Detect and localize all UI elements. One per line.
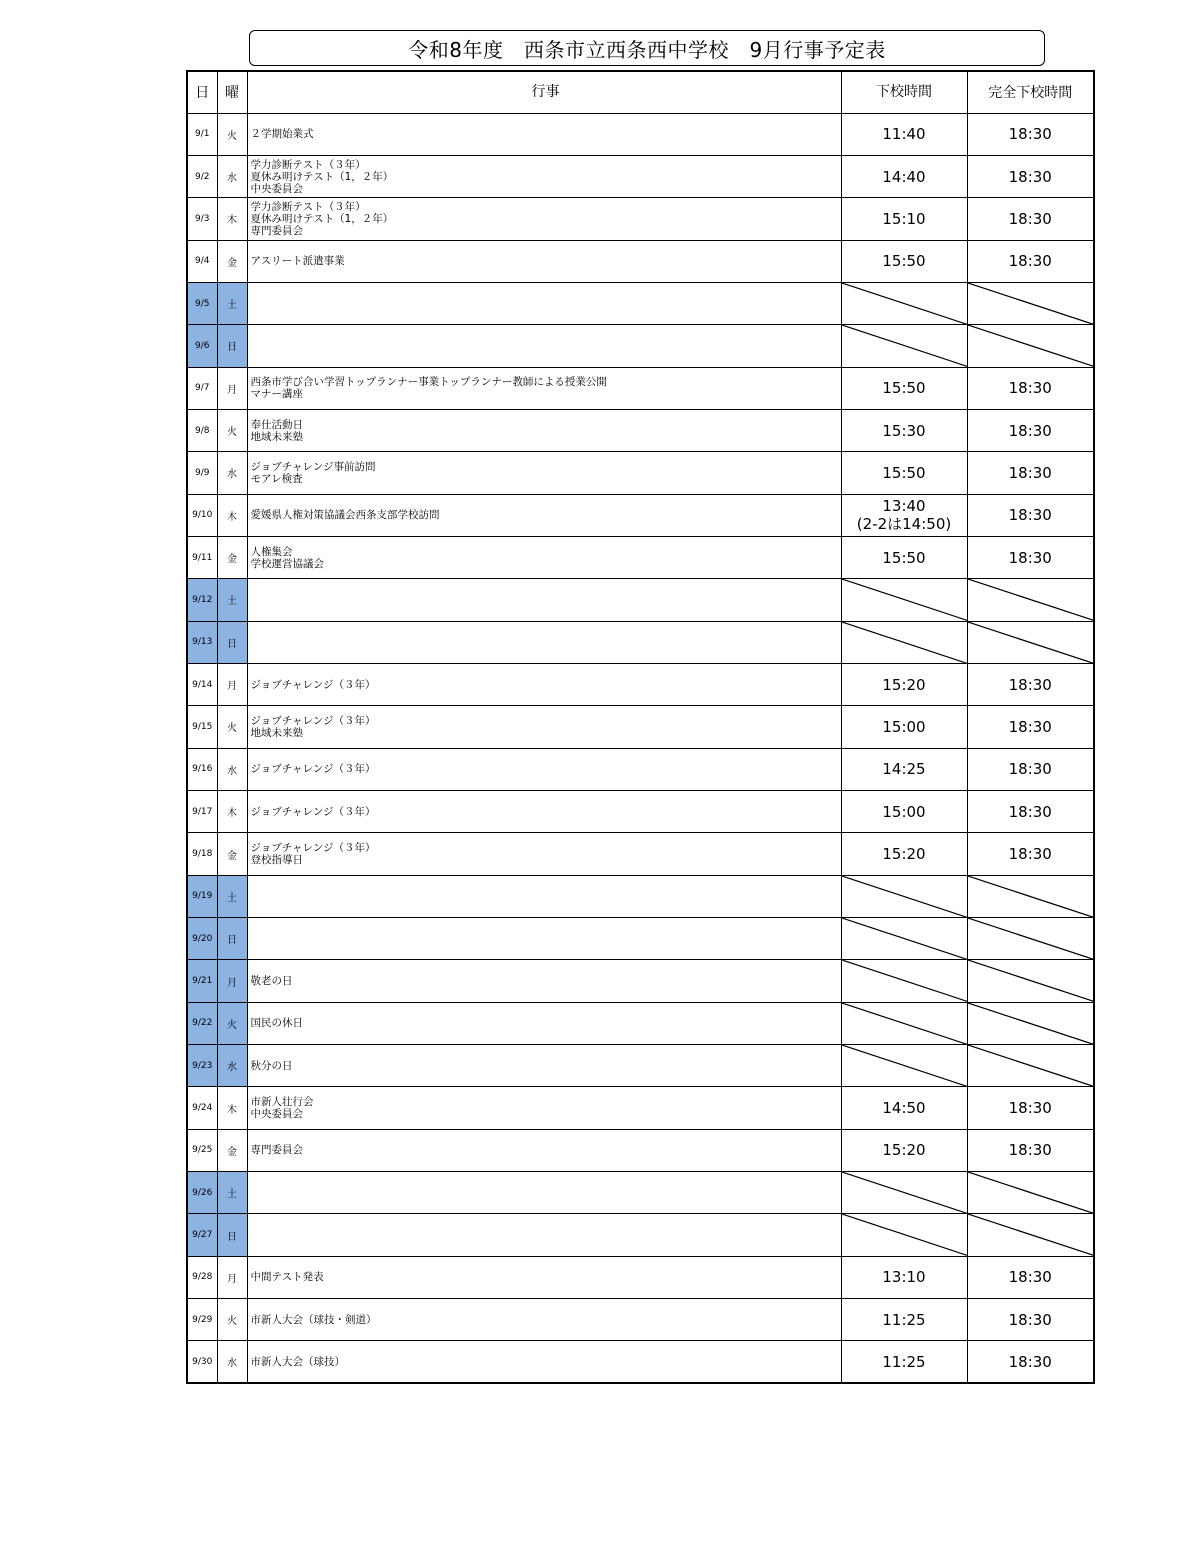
event-line: ジョブチャレンジ事前訪問 bbox=[250, 460, 376, 473]
dismissal-time: 15:50 bbox=[882, 379, 926, 398]
event-line: 学力診断テスト（３年） bbox=[250, 200, 366, 213]
dismissal-time: 15:00 bbox=[882, 802, 926, 821]
event-line: ジョブチャレンジ（３年） bbox=[250, 763, 376, 776]
cell-dismissal-time bbox=[841, 1087, 967, 1129]
slash-mark bbox=[968, 1003, 1094, 1044]
cell-full-dismissal-slashed bbox=[967, 579, 1094, 621]
dismissal-time: 15:10 bbox=[882, 209, 926, 228]
cell-event bbox=[247, 960, 841, 1002]
table-row bbox=[187, 579, 1094, 621]
cell-event bbox=[247, 579, 841, 621]
cell-dismissal-time bbox=[841, 409, 967, 451]
cell-day-of-week: 土 bbox=[217, 579, 247, 621]
event-line: 人権集会 bbox=[250, 545, 293, 558]
dismissal-time: 13:40 bbox=[882, 497, 926, 516]
cell-date: 9/21 bbox=[187, 960, 217, 1002]
cell-full-dismissal-time: 18:30 bbox=[967, 536, 1094, 578]
table-row bbox=[187, 325, 1094, 367]
cell-full-dismissal-time: 18:30 bbox=[967, 1087, 1094, 1129]
cell-dismissal-time bbox=[841, 155, 967, 197]
slash-mark bbox=[842, 283, 967, 324]
event-line: 登校指導日 bbox=[250, 854, 303, 867]
cell-day-of-week: 金 bbox=[217, 536, 247, 578]
table-row bbox=[187, 1299, 1094, 1341]
cell-event bbox=[247, 452, 841, 494]
slash-mark bbox=[842, 918, 967, 959]
cell-dismissal-time bbox=[841, 113, 967, 155]
cell-day-of-week: 木 bbox=[217, 1087, 247, 1129]
cell-event bbox=[247, 1002, 841, 1044]
header-day-of-week: 曜 bbox=[217, 71, 247, 113]
slash-mark bbox=[842, 960, 967, 1001]
dismissal-time: 15:20 bbox=[882, 675, 926, 694]
cell-day-of-week: 火 bbox=[217, 1002, 247, 1044]
cell-day-of-week: 火 bbox=[217, 706, 247, 748]
cell-full-dismissal-time: 18:30 bbox=[967, 706, 1094, 748]
event-line: 専門委員会 bbox=[250, 1144, 303, 1157]
cell-event bbox=[247, 1214, 841, 1256]
cell-dismissal-time bbox=[841, 240, 967, 282]
cell-date: 9/1 bbox=[187, 113, 217, 155]
slash-mark bbox=[842, 1214, 967, 1255]
event-line: 中間テスト発表 bbox=[250, 1271, 324, 1284]
table-row bbox=[187, 663, 1094, 705]
cell-day-of-week: 水 bbox=[217, 155, 247, 197]
dismissal-note: (2-2は14:50) bbox=[856, 515, 952, 534]
table-row bbox=[187, 706, 1094, 748]
table-row bbox=[187, 155, 1094, 197]
cell-full-dismissal-time: 18:30 bbox=[967, 1129, 1094, 1171]
event-line: 学力診断テスト（３年） bbox=[250, 158, 366, 171]
cell-date: 9/14 bbox=[187, 663, 217, 705]
event-line: ジョブチャレンジ（３年） bbox=[250, 714, 376, 727]
dismissal-time: 15:20 bbox=[882, 1141, 926, 1160]
cell-date: 9/18 bbox=[187, 833, 217, 875]
cell-full-dismissal-time: 18:30 bbox=[967, 494, 1094, 536]
event-line: 夏休み明けテスト（1，２年） bbox=[250, 212, 394, 225]
slash-mark bbox=[968, 579, 1094, 620]
slash-mark bbox=[842, 579, 967, 620]
cell-dismissal-time bbox=[841, 494, 967, 536]
table-row bbox=[187, 1214, 1094, 1256]
cell-dismissal-time bbox=[841, 452, 967, 494]
cell-date: 9/28 bbox=[187, 1256, 217, 1298]
cell-day-of-week: 水 bbox=[217, 1341, 247, 1383]
cell-day-of-week: 水 bbox=[217, 1045, 247, 1087]
slash-mark bbox=[968, 1172, 1094, 1213]
cell-full-dismissal-slashed bbox=[967, 621, 1094, 663]
event-line: 愛媛県人権対策協議会西条支部学校訪問 bbox=[250, 509, 440, 522]
slash-mark bbox=[968, 918, 1094, 959]
cell-full-dismissal-time: 18:30 bbox=[967, 748, 1094, 790]
cell-full-dismissal-time: 18:30 bbox=[967, 1341, 1094, 1383]
cell-event bbox=[247, 706, 841, 748]
cell-day-of-week: 土 bbox=[217, 875, 247, 917]
cell-event bbox=[247, 155, 841, 197]
slash-mark bbox=[968, 622, 1094, 663]
cell-full-dismissal-time: 18:30 bbox=[967, 155, 1094, 197]
dismissal-time: 14:40 bbox=[882, 167, 926, 186]
table-row bbox=[187, 748, 1094, 790]
table-row bbox=[187, 113, 1094, 155]
cell-full-dismissal-slashed bbox=[967, 1045, 1094, 1087]
event-line: ジョブチャレンジ（３年） bbox=[250, 842, 376, 855]
cell-day-of-week: 月 bbox=[217, 663, 247, 705]
table-row bbox=[187, 621, 1094, 663]
table-row bbox=[187, 1002, 1094, 1044]
cell-full-dismissal-slashed bbox=[967, 282, 1094, 324]
cell-day-of-week: 金 bbox=[217, 833, 247, 875]
cell-day-of-week: 日 bbox=[217, 325, 247, 367]
table-row bbox=[187, 960, 1094, 1002]
cell-event bbox=[247, 833, 841, 875]
cell-date: 9/5 bbox=[187, 282, 217, 324]
slash-mark bbox=[842, 1003, 967, 1044]
cell-dismissal-time bbox=[841, 367, 967, 409]
dismissal-time: 11:25 bbox=[882, 1310, 926, 1329]
slash-mark bbox=[968, 960, 1094, 1001]
cell-dismissal-time bbox=[841, 791, 967, 833]
table-row bbox=[187, 240, 1094, 282]
cell-date: 9/3 bbox=[187, 198, 217, 240]
event-line: 市新人壮行会 bbox=[250, 1096, 314, 1109]
schedule-table bbox=[186, 70, 1095, 1384]
cell-date: 9/23 bbox=[187, 1045, 217, 1087]
cell-full-dismissal-time: 18:30 bbox=[967, 1299, 1094, 1341]
dismissal-time: 15:00 bbox=[882, 717, 926, 736]
table-row bbox=[187, 494, 1094, 536]
cell-date: 9/7 bbox=[187, 367, 217, 409]
cell-event bbox=[247, 282, 841, 324]
slash-mark bbox=[842, 622, 967, 663]
cell-full-dismissal-time: 18:30 bbox=[967, 791, 1094, 833]
cell-full-dismissal-time: 18:30 bbox=[967, 452, 1094, 494]
cell-dismissal-time bbox=[841, 706, 967, 748]
cell-dismissal-slashed bbox=[841, 325, 967, 367]
cell-dismissal-time bbox=[841, 536, 967, 578]
event-line: マナー講座 bbox=[250, 388, 303, 401]
event-line: 奉仕活動日 bbox=[250, 418, 303, 431]
cell-dismissal-slashed bbox=[841, 282, 967, 324]
table-row bbox=[187, 1172, 1094, 1214]
cell-day-of-week: 水 bbox=[217, 748, 247, 790]
event-line: 国民の休日 bbox=[250, 1017, 303, 1030]
cell-full-dismissal-slashed bbox=[967, 1214, 1094, 1256]
event-line: 西条市学び合い学習トップランナー事業トップランナー教師による授業公開 bbox=[250, 376, 607, 389]
page-title: 令和8年度 西条市立西条西中学校 9月行事予定表 bbox=[249, 30, 1045, 66]
cell-date: 9/24 bbox=[187, 1087, 217, 1129]
table-row bbox=[187, 1341, 1094, 1383]
cell-date: 9/13 bbox=[187, 621, 217, 663]
cell-event bbox=[247, 791, 841, 833]
cell-full-dismissal-slashed bbox=[967, 918, 1094, 960]
slash-mark bbox=[968, 1045, 1094, 1086]
table-row bbox=[187, 918, 1094, 960]
cell-day-of-week: 金 bbox=[217, 1129, 247, 1171]
cell-event bbox=[247, 1087, 841, 1129]
cell-day-of-week: 月 bbox=[217, 1256, 247, 1298]
event-line: モアレ検査 bbox=[250, 472, 303, 485]
table-row bbox=[187, 1087, 1094, 1129]
cell-event bbox=[247, 918, 841, 960]
cell-full-dismissal-time: 18:30 bbox=[967, 113, 1094, 155]
cell-dismissal-time bbox=[841, 663, 967, 705]
cell-date: 9/22 bbox=[187, 1002, 217, 1044]
event-line: 市新人大会（球技・剣道） bbox=[250, 1313, 377, 1326]
cell-date: 9/4 bbox=[187, 240, 217, 282]
cell-event bbox=[247, 875, 841, 917]
cell-full-dismissal-time: 18:30 bbox=[967, 1256, 1094, 1298]
dismissal-time: 13:10 bbox=[882, 1268, 926, 1287]
cell-date: 9/27 bbox=[187, 1214, 217, 1256]
cell-day-of-week: 土 bbox=[217, 282, 247, 324]
event-line: ２学期始業式 bbox=[250, 128, 314, 141]
cell-day-of-week: 日 bbox=[217, 1214, 247, 1256]
slash-mark bbox=[968, 1214, 1094, 1255]
cell-dismissal-time bbox=[841, 1341, 967, 1383]
cell-full-dismissal-slashed bbox=[967, 1172, 1094, 1214]
dismissal-time: 14:25 bbox=[882, 760, 926, 779]
event-line: ジョブチャレンジ（３年） bbox=[250, 678, 376, 691]
cell-event bbox=[247, 1256, 841, 1298]
cell-date: 9/29 bbox=[187, 1299, 217, 1341]
cell-full-dismissal-time: 18:30 bbox=[967, 663, 1094, 705]
table-row bbox=[187, 409, 1094, 451]
dismissal-time: 15:50 bbox=[882, 252, 926, 271]
cell-full-dismissal-time: 18:30 bbox=[967, 833, 1094, 875]
event-line: アスリート派遣事業 bbox=[250, 255, 345, 268]
cell-event bbox=[247, 198, 841, 240]
table-row bbox=[187, 791, 1094, 833]
cell-date: 9/26 bbox=[187, 1172, 217, 1214]
dismissal-time: 14:50 bbox=[882, 1099, 926, 1118]
dismissal-time: 15:50 bbox=[882, 548, 926, 567]
event-line: 敬老の日 bbox=[250, 975, 293, 988]
cell-full-dismissal-time: 18:30 bbox=[967, 409, 1094, 451]
cell-day-of-week: 月 bbox=[217, 960, 247, 1002]
slash-mark bbox=[842, 1045, 967, 1086]
event-line: 秋分の日 bbox=[250, 1059, 293, 1072]
cell-day-of-week: 火 bbox=[217, 1299, 247, 1341]
cell-day-of-week: 土 bbox=[217, 1172, 247, 1214]
cell-dismissal-slashed bbox=[841, 1214, 967, 1256]
table-row bbox=[187, 1045, 1094, 1087]
cell-event bbox=[247, 1172, 841, 1214]
event-line: 学校運営協議会 bbox=[250, 557, 324, 570]
dismissal-time: 11:40 bbox=[882, 125, 926, 144]
event-line: ジョブチャレンジ（３年） bbox=[250, 805, 376, 818]
cell-dismissal-slashed bbox=[841, 918, 967, 960]
table-row bbox=[187, 282, 1094, 324]
cell-date: 9/10 bbox=[187, 494, 217, 536]
cell-day-of-week: 金 bbox=[217, 240, 247, 282]
cell-dismissal-slashed bbox=[841, 960, 967, 1002]
slash-mark bbox=[968, 876, 1094, 917]
header-full-dismissal-time: 完全下校時間 bbox=[967, 71, 1094, 113]
cell-day-of-week: 月 bbox=[217, 367, 247, 409]
cell-full-dismissal-slashed bbox=[967, 960, 1094, 1002]
schedule-body bbox=[187, 113, 1094, 1383]
table-row bbox=[187, 198, 1094, 240]
cell-dismissal-time bbox=[841, 198, 967, 240]
cell-day-of-week: 木 bbox=[217, 198, 247, 240]
table-row bbox=[187, 536, 1094, 578]
dismissal-time: 15:50 bbox=[882, 463, 926, 482]
cell-dismissal-slashed bbox=[841, 875, 967, 917]
cell-date: 9/6 bbox=[187, 325, 217, 367]
cell-dismissal-slashed bbox=[841, 1002, 967, 1044]
cell-dismissal-time bbox=[841, 748, 967, 790]
cell-date: 9/15 bbox=[187, 706, 217, 748]
cell-full-dismissal-time: 18:30 bbox=[967, 367, 1094, 409]
event-line: 中央委員会 bbox=[250, 1108, 303, 1121]
cell-full-dismissal-time: 18:30 bbox=[967, 198, 1094, 240]
event-line: 専門委員会 bbox=[250, 224, 303, 237]
header-dismissal-time: 下校時間 bbox=[841, 71, 967, 113]
event-line: 地域未来塾 bbox=[250, 726, 303, 739]
table-row bbox=[187, 875, 1094, 917]
cell-day-of-week: 火 bbox=[217, 113, 247, 155]
cell-event bbox=[247, 663, 841, 705]
event-line: 市新人大会（球技） bbox=[250, 1355, 345, 1368]
slash-mark bbox=[842, 1172, 967, 1213]
cell-day-of-week: 日 bbox=[217, 918, 247, 960]
cell-full-dismissal-slashed bbox=[967, 875, 1094, 917]
cell-date: 9/17 bbox=[187, 791, 217, 833]
slash-mark bbox=[842, 325, 967, 366]
cell-date: 9/20 bbox=[187, 918, 217, 960]
cell-dismissal-time bbox=[841, 833, 967, 875]
cell-date: 9/16 bbox=[187, 748, 217, 790]
cell-event bbox=[247, 409, 841, 451]
cell-date: 9/8 bbox=[187, 409, 217, 451]
cell-event bbox=[247, 1045, 841, 1087]
cell-day-of-week: 火 bbox=[217, 409, 247, 451]
cell-event bbox=[247, 536, 841, 578]
table-row bbox=[187, 833, 1094, 875]
table-row bbox=[187, 452, 1094, 494]
cell-dismissal-time bbox=[841, 1129, 967, 1171]
cell-day-of-week: 水 bbox=[217, 452, 247, 494]
cell-full-dismissal-time: 18:30 bbox=[967, 240, 1094, 282]
dismissal-time: 15:30 bbox=[882, 421, 926, 440]
slash-mark bbox=[968, 325, 1094, 366]
cell-dismissal-slashed bbox=[841, 579, 967, 621]
cell-date: 9/9 bbox=[187, 452, 217, 494]
cell-event bbox=[247, 325, 841, 367]
event-line: 地域未来塾 bbox=[250, 430, 303, 443]
cell-event bbox=[247, 1341, 841, 1383]
cell-dismissal-slashed bbox=[841, 1172, 967, 1214]
cell-event bbox=[247, 494, 841, 536]
cell-event bbox=[247, 621, 841, 663]
cell-full-dismissal-slashed bbox=[967, 1002, 1094, 1044]
cell-event bbox=[247, 1129, 841, 1171]
table-row bbox=[187, 1129, 1094, 1171]
cell-dismissal-time bbox=[841, 1299, 967, 1341]
table-row bbox=[187, 1256, 1094, 1298]
cell-dismissal-slashed bbox=[841, 621, 967, 663]
cell-date: 9/11 bbox=[187, 536, 217, 578]
dismissal-time: 11:25 bbox=[882, 1352, 926, 1371]
cell-date: 9/2 bbox=[187, 155, 217, 197]
cell-day-of-week: 日 bbox=[217, 621, 247, 663]
cell-date: 9/25 bbox=[187, 1129, 217, 1171]
slash-mark bbox=[842, 876, 967, 917]
cell-full-dismissal-slashed bbox=[967, 325, 1094, 367]
cell-date: 9/30 bbox=[187, 1341, 217, 1383]
cell-dismissal-time bbox=[841, 1256, 967, 1298]
cell-event bbox=[247, 367, 841, 409]
dismissal-time: 15:20 bbox=[882, 845, 926, 864]
table-header-row bbox=[187, 71, 1094, 113]
table-row bbox=[187, 367, 1094, 409]
cell-event bbox=[247, 113, 841, 155]
cell-event bbox=[247, 748, 841, 790]
event-line: 中央委員会 bbox=[250, 182, 303, 195]
cell-day-of-week: 木 bbox=[217, 791, 247, 833]
cell-event bbox=[247, 1299, 841, 1341]
cell-date: 9/12 bbox=[187, 579, 217, 621]
cell-event bbox=[247, 240, 841, 282]
cell-date: 9/19 bbox=[187, 875, 217, 917]
cell-day-of-week: 木 bbox=[217, 494, 247, 536]
header-date: 日 bbox=[187, 71, 217, 113]
header-event: 行事 bbox=[247, 71, 841, 113]
cell-dismissal-slashed bbox=[841, 1045, 967, 1087]
slash-mark bbox=[968, 283, 1094, 324]
event-line: 夏休み明けテスト（1，２年） bbox=[250, 170, 394, 183]
